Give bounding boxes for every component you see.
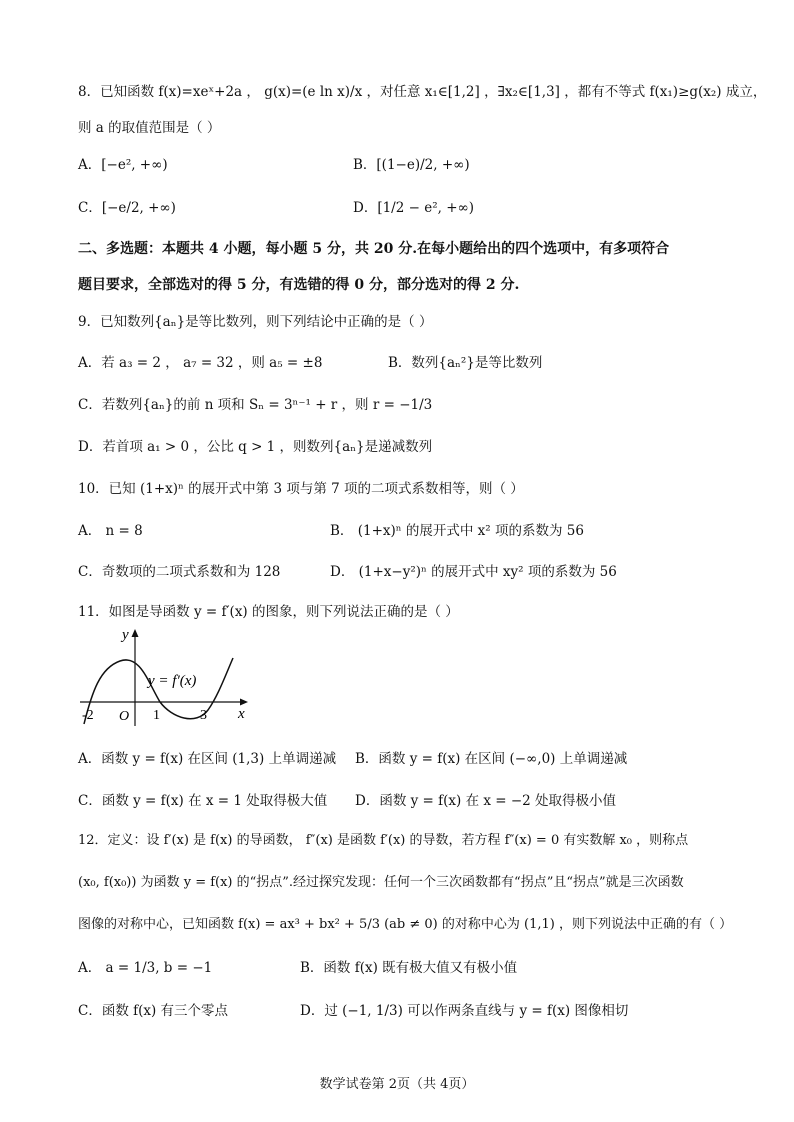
q12-option-d: D．过 (−1, 1/3) 可以作两条直线与 y = f(x) 图像相切: [300, 1003, 629, 1019]
q8-stem-line2: 则 a 的取值范围是（ ）: [78, 120, 221, 136]
q8-option-b: B．[(1−e)/2, +∞): [353, 157, 470, 173]
curve-label: y = f′(x): [148, 673, 197, 689]
q11-option-a: A．函数 y = f(x) 在区间 (1,3) 上单调递减: [78, 751, 337, 767]
q12-option-c: C．函数 f(x) 有三个零点: [78, 1003, 229, 1019]
q10-option-d: D． (1+x−y²)ⁿ 的展开式中 xy² 项的系数为 56: [330, 564, 617, 580]
q10-option-c: C．奇数项的二项式系数和为 128: [78, 564, 281, 580]
q12-line1: 12．定义：设 f′(x) 是 f(x) 的导函数， f″(x) 是函数 f′(x) 的导数，若方程 f″(x) = 0 有实数解 x₀ ，则称点: [78, 833, 689, 848]
q10-option-a: A． n = 8: [78, 523, 143, 539]
q9-stem: 9．已知数列{aₙ}是等比数列，则下列结论中正确的是（ ）: [78, 314, 433, 330]
y-axis-label: y: [122, 627, 129, 643]
q11-option-c: C．函数 y = f(x) 在 x = 1 处取得极大值: [78, 793, 328, 809]
section2-heading-line1: 二、多选题：本题共 4 小题，每小题 5 分，共 20 分.在每小题给出的四个选项中，有多项符合: [78, 241, 670, 257]
section2-heading-line2: 题目要求，全部选对的得 5 分，有选错的得 0 分，部分选对的得 2 分.: [78, 277, 520, 293]
q11-option-d: D．函数 y = f(x) 在 x = −2 处取得极小值: [355, 793, 617, 809]
q8-option-d: D．[1/2 − e², +∞): [353, 200, 475, 216]
x-axis-arrow: [240, 699, 248, 706]
q12-line2: (x₀, f(x₀)) 为函数 y = f(x) 的“拐点”.经过探究发现：任何一个三次函数都有“拐点”且“拐点”就是三次函数: [78, 875, 684, 890]
q12-option-b: B．函数 f(x) 既有极大值又有极小值: [300, 960, 518, 976]
y-axis-arrow: [132, 629, 139, 637]
q12-line3: 图像的对称中心，已知函数 f(x) = ax³ + bx² + 5/3 (ab ≠ 0) 的对称中心为 (1,1) ，则下列说法中正确的有（ ）: [78, 917, 733, 932]
origin-label: O: [119, 709, 130, 724]
q9-option-d: D．若首项 a₁ > 0 ，公比 q > 1 ，则数列{aₙ}是递减数列: [78, 439, 433, 455]
tick-label-1: 1: [153, 708, 160, 723]
q10-option-b: B． (1+x)ⁿ 的展开式中 x² 项的系数为 56: [330, 523, 584, 539]
q8-stem-line1: 8．已知函数 f(x)=xeˣ+2a ， g(x)=(e ln x)/x ，对任意 x₁∈[1,2] ，∃x₂∈[1,3] ，都有不等式 f(x₁)≥g(x₂) 成立，: [78, 84, 767, 100]
q8-option-a: A．[−e², +∞): [78, 157, 168, 173]
page-footer: 数学试卷第 2页（共 4页）: [319, 1077, 475, 1092]
tick-label-3: 3: [200, 708, 207, 723]
x-axis-label: x: [238, 706, 245, 722]
q9-option-a: A．若 a₃ = 2 ， a₇ = 32 ，则 a₅ = ±8: [78, 355, 323, 371]
q8-option-c: C．[−e/2, +∞): [78, 200, 176, 216]
q11-stem: 11．如图是导函数 y = f′(x) 的图象，则下列说法正确的是（ ）: [78, 604, 459, 620]
q12-option-a: A． a = 1/3, b = −1: [78, 960, 213, 976]
q9-option-b: B．数列{aₙ²}是等比数列: [388, 355, 543, 371]
q10-stem: 10．已知 (1+x)ⁿ 的展开式中第 3 项与第 7 项的二项式系数相等，则（ ）: [78, 481, 524, 497]
tick-label-neg2: -2: [82, 708, 94, 723]
q9-option-c: C．若数列{aₙ}的前 n 项和 Sₙ = 3ⁿ⁻¹ + r ，则 r = −1/3: [78, 397, 433, 413]
q11-option-b: B．函数 y = f(x) 在区间 (−∞,0) 上单调递减: [355, 751, 628, 767]
derivative-graph: [78, 622, 258, 732]
